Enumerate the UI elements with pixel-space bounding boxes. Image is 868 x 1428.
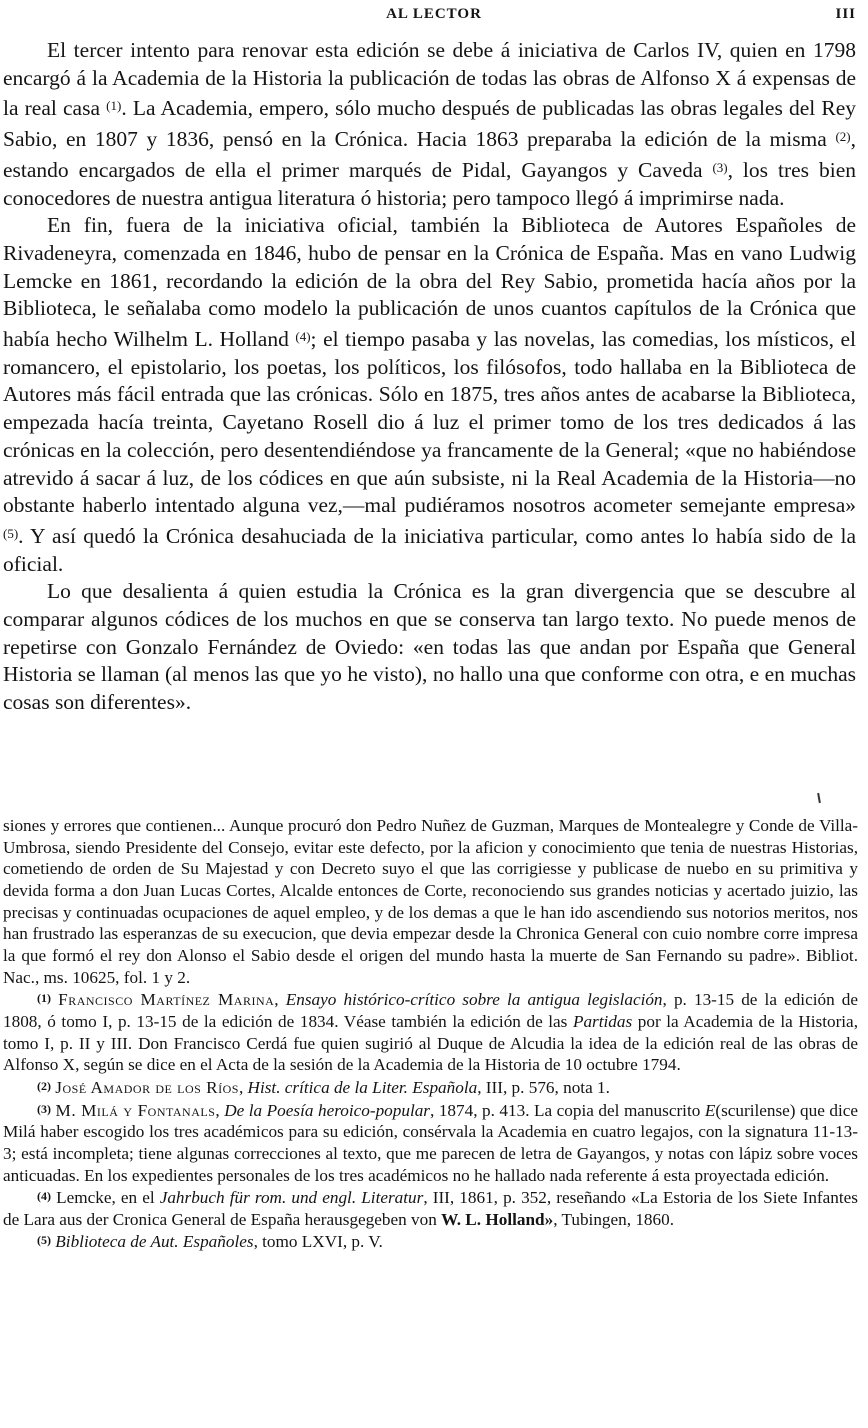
footnote-title: Biblioteca de Aut. Españoles (55, 1232, 254, 1252)
main-text (3, 37, 856, 717)
footnote-mark: (1) (37, 991, 51, 1006)
footnote-5 (3, 1230, 858, 1253)
text-run: , III, 1861, p. 352, reseñando «La Estoria de los Siete Infantes de Lara aus der Cronica General de España herausgegeben von (3, 1188, 858, 1229)
text-run: (scurilense) que dice Milá haber escogido los tres académicos para su edición, consérvala la Academia en cuatro legajos, con la signatura 11-13-3; está incompleta; tiene algunas correcciones al texto, que me parecen de letra de Gayangos, y notas con lápiz sobre voces anticuadas. En los expedientes personales de los tres académicos no he hallado nada referente á esta proyectada edición. (3, 1100, 859, 1185)
footnote-1 (3, 988, 858, 1076)
text-run: por la Academia de la Historia, tomo I, p. II y III. Don Francisco Cerdá fue quien sugirió al Duque de Alcudia la idea de la edición real de las obras de Alfonso X, según se dice en el Acta de la sesión de la Academia de la Historia de 10 octubre 1794. (3, 1011, 858, 1075)
footnote-4 (3, 1186, 858, 1230)
manuscript-siglum: E (704, 1100, 716, 1120)
footnote-mark: (2) (37, 1078, 51, 1093)
footnote-title: Jahrbuch für rom. und engl. Literatur (159, 1188, 424, 1208)
footnote-mark: (5) (37, 1233, 51, 1248)
text-run: , 1874, p. 413. La copia del manuscrito (430, 1100, 705, 1120)
footnote-3 (3, 1099, 858, 1187)
footnote-title: Hist. crítica de la Liter. Española (247, 1077, 478, 1097)
footnote-title: De la Poesía heroico-popular (224, 1100, 430, 1120)
text-run: . Y así quedó la Crónica desahuciada de la iniciativa particular, como antes lo había sido de la oficial. (3, 523, 856, 576)
page-number: III (835, 6, 856, 22)
text-run: , (215, 1100, 225, 1120)
footnote-continuation: siones y errores que contienen... Aunque procuró don Pedro Nuñez de Guzman, Marques de Montealegre y Conde de Villa-Umbrosa, siendo Presidente del Consejo, evitar este defecto, por la aficion y conocimiento que tenia de nuestras Historias, cometiendo de orden de Su Majestad y con Decreto suyo el que las corrigiesse y publicase de nuebo en su primitiva y devida forma a don Juan Lucas Cortes, Alcalde entonces de Corte, reconociendo sus grandes noticias y acertado juizio, las precisas y continuadas ocupaciones de aquel empleo, y de los demas a que le han ido ascendiendo sus notorios meritos, nos han frustrado las esperanzas de su execucion, que devia empezar desde la Chronica General con cuio nombre corre impresa la que formó el rey don Alonso el Sabio desde el origen del mundo hasta la muerte de San Fernando su padre». Bibliot. Nac., ms. 10625, fol. 1 y 2. (3, 816, 858, 987)
footnotes (3, 815, 858, 1253)
text-run: , tomo LXVI, p. V. (253, 1232, 383, 1252)
footnote-ref-1: (1) (106, 98, 122, 114)
text-run: . La Academia, empero, sólo mucho después de publicadas las obras legales del Rey Sabio, en 1807 y 1836, pensó en la Crónica. Hacia 1863 preparaba la edición de la misma (3, 96, 856, 152)
footnote-title: Ensayo histórico-crítico sobre la antigua legislación (285, 990, 663, 1010)
footnote-mark: (4) (37, 1189, 51, 1204)
text-run: , p. 13-15 de la edición de 1808, ó tomo I, p. 13-15 de la edición de 1834. Véase también la edición de las (3, 990, 859, 1031)
running-title: AL LECTOR (386, 6, 482, 22)
footnote-author: Francisco Martínez Marina (58, 990, 275, 1010)
text-run: Lemcke, en el (51, 1188, 160, 1208)
footnote-2 (3, 1076, 858, 1099)
text-run: ; el tiempo pasaba y las novelas, las comedias, los místicos, el romancero, el epistolario, los poetas, los políticos, los filósofos, todo hallaba en la Biblioteca de Autores más fácil entrada que las crónicas. Sólo en 1875, tres años antes de acabarse la Biblioteca, empezada hacía treinta, Cayetano Rosell dio á luz el primer tomo de los tres dedicados á las crónicas en la colección, pero desentendiéndose ya francamente de la General; «que no habiéndose atrevido á sacar á luz, de los códices en que aún subsiste, ni la Real Academia de la Historia—no obstante haberlo intentado alguna vez,—mal pudiéramos nosotros acometer semejante empresa» (3, 327, 857, 518)
footnote-bold: W. L. Holland» (441, 1209, 554, 1229)
footnote-ref-2: (2) (835, 129, 851, 145)
footnote-mark: (3) (37, 1101, 51, 1116)
stray-ink-mark (817, 793, 821, 803)
text-run: El tercer intento para renovar esta edición se debe á iniciativa de Carlos IV, quien en 1798 encargó á la Academia de la Historia la publicación de todas las obras de Alfonso X á expensas de la real casa (3, 38, 856, 121)
text-run: , Tubingen, 1860. (553, 1209, 675, 1229)
footnote-ref-3: (3) (712, 159, 728, 175)
footnote-author: José Amador de los Ríos (55, 1077, 239, 1097)
footnote-author: M. Milá y Fontanals (55, 1100, 216, 1120)
text-run: , estando encargados de ella el primer marqués de Pidal, Gayangos y Caveda (3, 127, 856, 182)
footnote-ref-5: (5) (3, 525, 19, 541)
text-run: En fin, fuera de la iniciativa oficial, también la Biblioteca de Autores Españoles de Rivadeneyra, comenzada en 1846, hubo de pensar en la Crónica de España. Mas en vano Ludwig Lemcke en 1861, recordando la edición de la obra del Rey Sabio, prometida hacía años por la Biblioteca, le señalaba como modelo la publicación de unos cuantos capítulos de la Crónica que había hecho Wilhelm L. Holland (3, 213, 856, 352)
paragraph-3: Lo que desalienta á quien estudia la Crónica es la gran divergencia que se descubre al comparar algunos códices de los muchos en que se conserva tan largo texto. No puede menos de repetirse con Gonzalo Fernández de Oviedo: «en todas las que andan por España que General Historia se llaman (al menos las que yo he visto), no hallo una que conforme con otra, e en muchas cosas son diferentes». (3, 579, 856, 715)
text-run: , (274, 990, 286, 1010)
paragraph-2 (3, 212, 856, 578)
paragraph-1 (3, 37, 856, 212)
footnote-work: Partidas (572, 1011, 633, 1031)
footnote-ref-4: (4) (295, 329, 311, 345)
page-header (0, 6, 868, 28)
text-run: , III, p. 576, nota 1. (477, 1077, 610, 1097)
text-run: , (238, 1077, 248, 1097)
text-run: , los tres bien conocedores de nuestra antigua literatura ó historia; pero tampoco llegó á imprimirse nada. (3, 157, 856, 210)
